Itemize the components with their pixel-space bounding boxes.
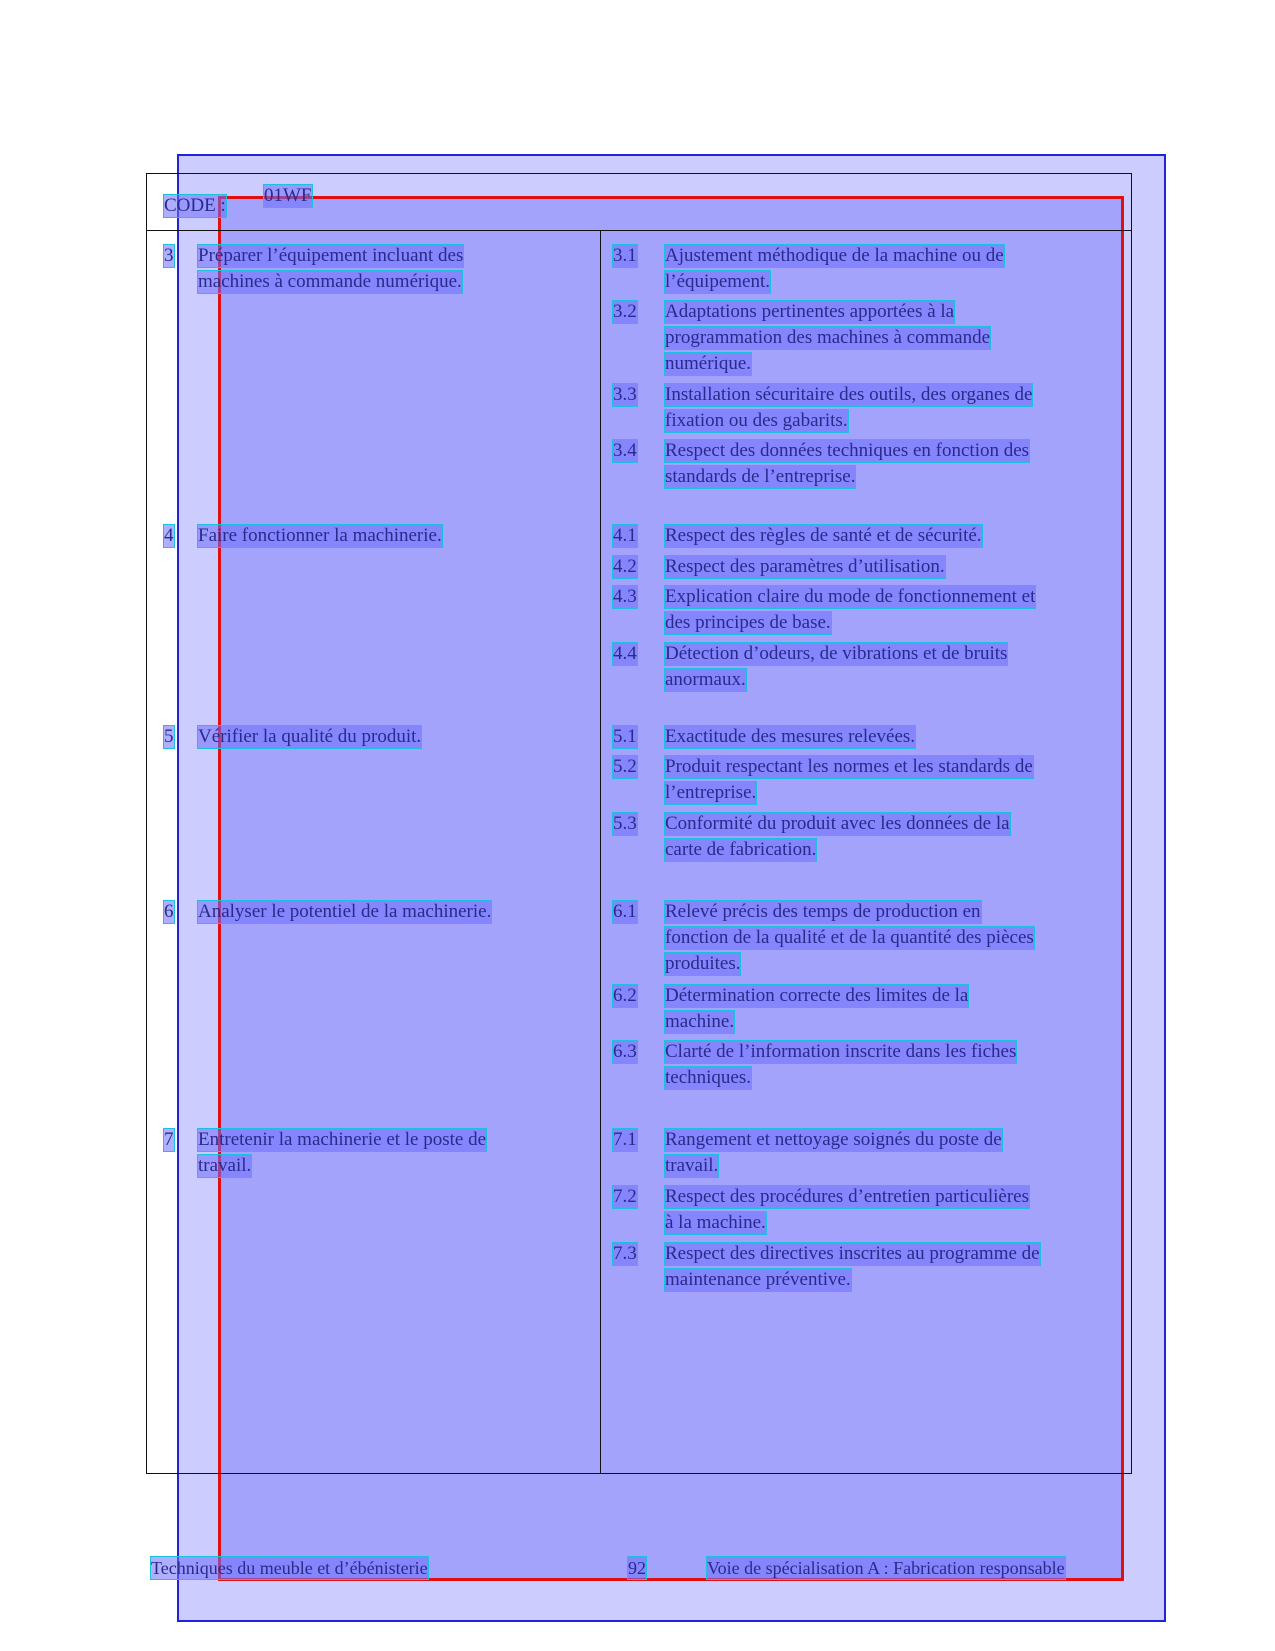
criterion-number: 6.2 (613, 985, 637, 1006)
criterion-number: 4.3 (613, 586, 637, 607)
criterion-text-line: Adaptations pertinentes apportées à la (665, 301, 955, 322)
criterion-text-line: Ajustement méthodique de la machine ou de (665, 245, 1004, 266)
criterion-text-line: Détection d’odeurs, de vibrations et de bruits (665, 643, 1008, 664)
criterion-number: 7.1 (613, 1129, 637, 1150)
criterion-text-line: produites. (665, 953, 741, 974)
criterion-text-line: Détermination correcte des limites de la (665, 985, 969, 1006)
element-number: 7 (164, 1129, 174, 1150)
criterion-text-line: Respect des directives inscrites au programme de (665, 1243, 1040, 1264)
criterion-number: 3.1 (613, 245, 637, 266)
element-text-line: Entretenir la machinerie et le poste de (198, 1129, 487, 1150)
criterion-text-line: l’équipement. (665, 271, 770, 292)
criterion-number: 5.2 (613, 756, 637, 777)
criterion-text-line: Produit respectant les normes et les standards de (665, 756, 1033, 777)
criterion-text-line: Exactitude des mesures relevées. (665, 726, 916, 747)
criterion-number: 7.2 (613, 1186, 637, 1207)
criterion-text-line: Conformité du produit avec les données de la (665, 813, 1010, 834)
element-number: 6 (164, 901, 174, 922)
criterion-number: 7.3 (613, 1243, 637, 1264)
criterion-text-line: l’entreprise. (665, 782, 757, 803)
criterion-number: 4.4 (613, 643, 637, 664)
criterion-number: 5.1 (613, 726, 637, 747)
criterion-text-line: à la machine. (665, 1212, 766, 1233)
criterion-text-line: Respect des règles de santé et de sécurité. (665, 525, 982, 546)
criterion-text-line: maintenance préventive. (665, 1269, 851, 1290)
criterion-text-line: Respect des données techniques en fonction des (665, 440, 1030, 461)
criterion-text-line: Respect des paramètres d’utilisation. (665, 556, 945, 577)
criterion-number: 3.2 (613, 301, 637, 322)
criterion-text-line: techniques. (665, 1067, 752, 1088)
criterion-text-line: Relevé précis des temps de production en (665, 901, 981, 922)
criterion-text-line: anormaux. (665, 669, 746, 690)
element-text-line: Analyser le potentiel de la machinerie. (198, 901, 492, 922)
criterion-number: 3.4 (613, 440, 637, 461)
element-text-line: Vérifier la qualité du produit. (198, 726, 422, 747)
criterion-number: 4.1 (613, 525, 637, 546)
criterion-number: 6.3 (613, 1041, 637, 1062)
header-divider (146, 230, 1132, 231)
element-text-line: Faire fonctionner la machinerie. (198, 525, 442, 546)
criterion-text-line: programmation des machines à commande (665, 327, 991, 348)
criterion-text-line: Clarté de l’information inscrite dans les fiches (665, 1041, 1017, 1062)
criterion-text-line: fixation ou des gabarits. (665, 410, 848, 431)
criterion-number: 5.3 (613, 813, 637, 834)
criterion-number: 3.3 (613, 384, 637, 405)
element-text-line: machines à commande numérique. (198, 271, 462, 292)
footer-specialization: Voie de spécialisation A : Fabrication responsable (707, 1558, 1065, 1578)
criterion-text-line: standards de l’entreprise. (665, 466, 856, 487)
code-label: CODE : (164, 195, 226, 216)
criterion-text-line: travail. (665, 1155, 719, 1176)
criterion-text-line: Explication claire du mode de fonctionnement et (665, 586, 1036, 607)
criterion-text-line: Respect des procédures d’entretien particulières (665, 1186, 1030, 1207)
criterion-text-line: carte de fabrication. (665, 839, 817, 860)
criterion-text-line: fonction de la qualité et de la quantité des pièces (665, 927, 1034, 948)
element-number: 4 (164, 525, 174, 546)
code-value: 01WF (264, 185, 312, 206)
footer-program-title: Techniques du meuble et d’ébénisterie (151, 1558, 428, 1578)
element-number: 3 (164, 245, 174, 266)
criterion-text-line: des principes de base. (665, 612, 831, 633)
column-divider (600, 230, 601, 1474)
criterion-number: 4.2 (613, 556, 637, 577)
criterion-text-line: numérique. (665, 353, 752, 374)
criterion-text-line: Installation sécuritaire des outils, des organes de (665, 384, 1033, 405)
element-text-line: Préparer l’équipement incluant des (198, 245, 464, 266)
element-text-line: travail. (198, 1155, 252, 1176)
element-number: 5 (164, 726, 174, 747)
footer-page-number: 92 (628, 1558, 646, 1578)
criterion-text-line: machine. (665, 1011, 735, 1032)
criterion-number: 6.1 (613, 901, 637, 922)
criterion-text-line: Rangement et nettoyage soignés du poste de (665, 1129, 1002, 1150)
